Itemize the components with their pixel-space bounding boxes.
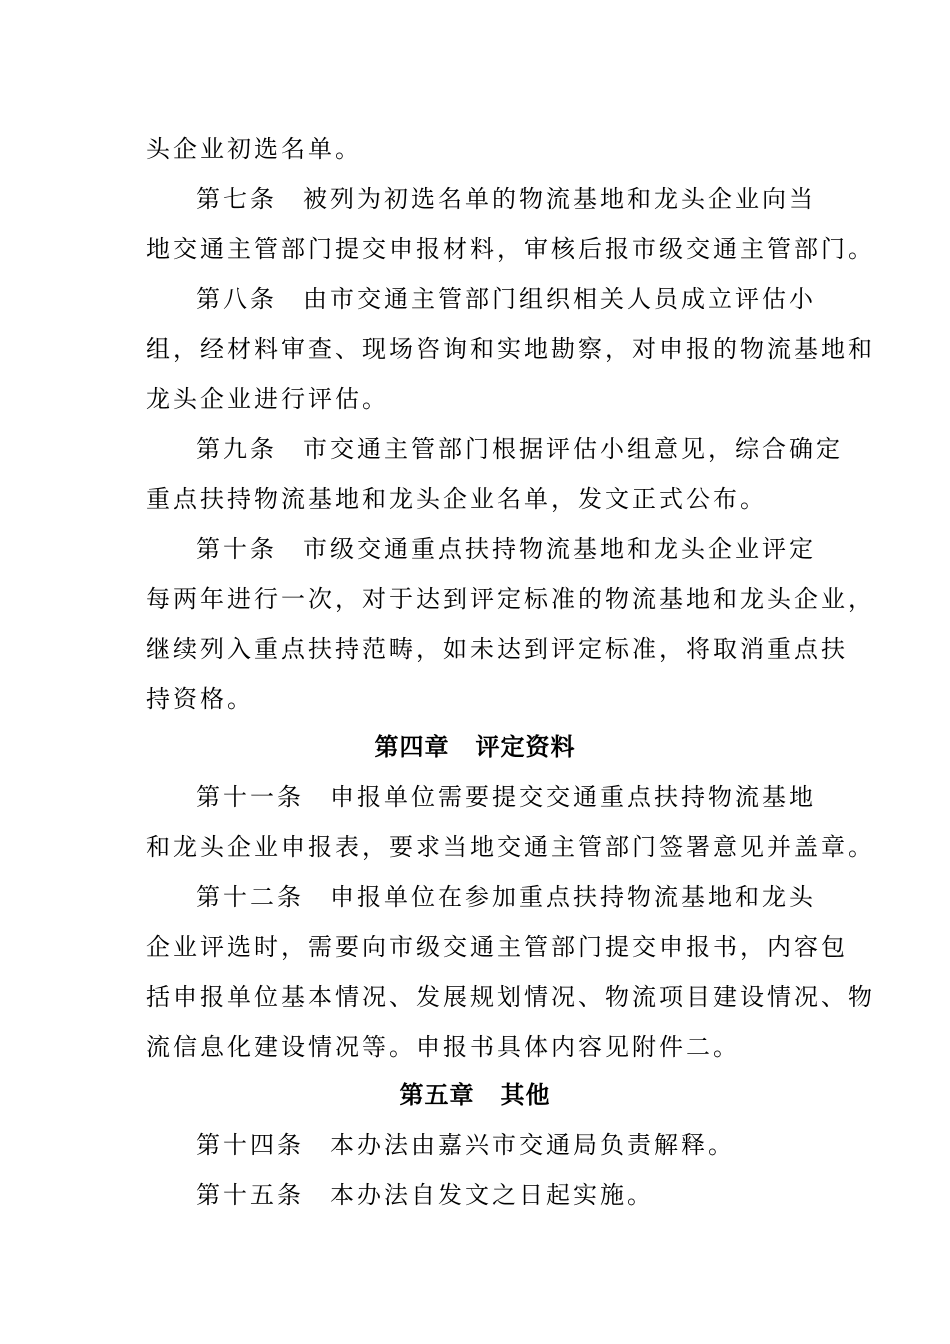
line-text: 由市交通主管部门组织相关人员成立评估小 xyxy=(303,285,816,313)
text-line xyxy=(146,632,848,666)
text-line xyxy=(146,830,875,864)
line-text: 市级交通重点扶持物流基地和龙头企业评定 xyxy=(303,535,816,563)
text-line xyxy=(146,930,848,964)
line-text: 地交通主管部门提交申报材料，审核后报市级交通主管部门。 xyxy=(146,235,875,263)
article-14 xyxy=(196,1128,735,1162)
chapter-number: 第四章 xyxy=(374,733,450,761)
text-line xyxy=(146,232,875,266)
article-8 xyxy=(196,282,816,316)
text-line xyxy=(146,1030,740,1064)
article-12 xyxy=(196,880,816,914)
line-text: 本办法自发文之日起实施。 xyxy=(330,1181,654,1209)
article-7 xyxy=(196,182,816,216)
line-text: 继续列入重点扶持范畴，如未达到评定标准，将取消重点扶 xyxy=(146,635,848,663)
article-number: 第十一条 xyxy=(196,783,304,811)
text-line xyxy=(146,482,767,516)
line-text: 被列为初选名单的物流基地和龙头企业向当 xyxy=(303,185,816,213)
article-number: 第七条 xyxy=(196,185,277,213)
article-10 xyxy=(196,532,816,566)
line-text: 本办法由嘉兴市交通局负责解释。 xyxy=(330,1131,735,1159)
line-text: 流信息化建设情况等。申报书具体内容见附件二。 xyxy=(146,1033,740,1061)
article-number: 第九条 xyxy=(196,435,277,463)
chapter-4-heading xyxy=(0,730,950,764)
chapter-title: 评定资料 xyxy=(475,733,576,761)
line-text: 市交通主管部门根据评估小组意见，综合确定 xyxy=(303,435,843,463)
text-line xyxy=(146,132,362,166)
text-line xyxy=(146,582,875,616)
line-text: 申报单位在参加重点扶持物流基地和龙头 xyxy=(330,883,816,911)
line-text: 企业评选时，需要向市级交通主管部门提交申报书，内容包 xyxy=(146,933,848,961)
text-line xyxy=(146,980,875,1014)
article-11 xyxy=(196,780,816,814)
article-9 xyxy=(196,432,843,466)
article-15 xyxy=(196,1178,654,1212)
text-line xyxy=(146,382,389,416)
article-number: 第八条 xyxy=(196,285,277,313)
text-line xyxy=(146,682,254,716)
line-text: 和龙头企业申报表，要求当地交通主管部门签署意见并盖章。 xyxy=(146,833,875,861)
line-text: 持资格。 xyxy=(146,685,254,713)
line-text: 龙头企业进行评估。 xyxy=(146,385,389,413)
chapter-title: 其他 xyxy=(500,1081,551,1109)
article-number: 第十条 xyxy=(196,535,277,563)
line-text: 重点扶持物流基地和龙头企业名单，发文正式公布。 xyxy=(146,485,767,513)
line-text: 头企业初选名单。 xyxy=(146,135,362,163)
chapter-5-heading xyxy=(0,1078,950,1112)
line-text: 每两年进行一次，对于达到评定标准的物流基地和龙头企业， xyxy=(146,585,875,613)
chapter-number: 第五章 xyxy=(399,1081,475,1109)
line-text: 组，经材料审查、现场咨询和实地勘察，对申报的物流基地和 xyxy=(146,335,875,363)
article-number: 第十五条 xyxy=(196,1181,304,1209)
line-text: 括申报单位基本情况、发展规划情况、物流项目建设情况、物 xyxy=(146,983,875,1011)
text-line xyxy=(146,332,875,366)
article-number: 第十二条 xyxy=(196,883,304,911)
line-text: 申报单位需要提交交通重点扶持物流基地 xyxy=(330,783,816,811)
article-number: 第十四条 xyxy=(196,1131,304,1159)
